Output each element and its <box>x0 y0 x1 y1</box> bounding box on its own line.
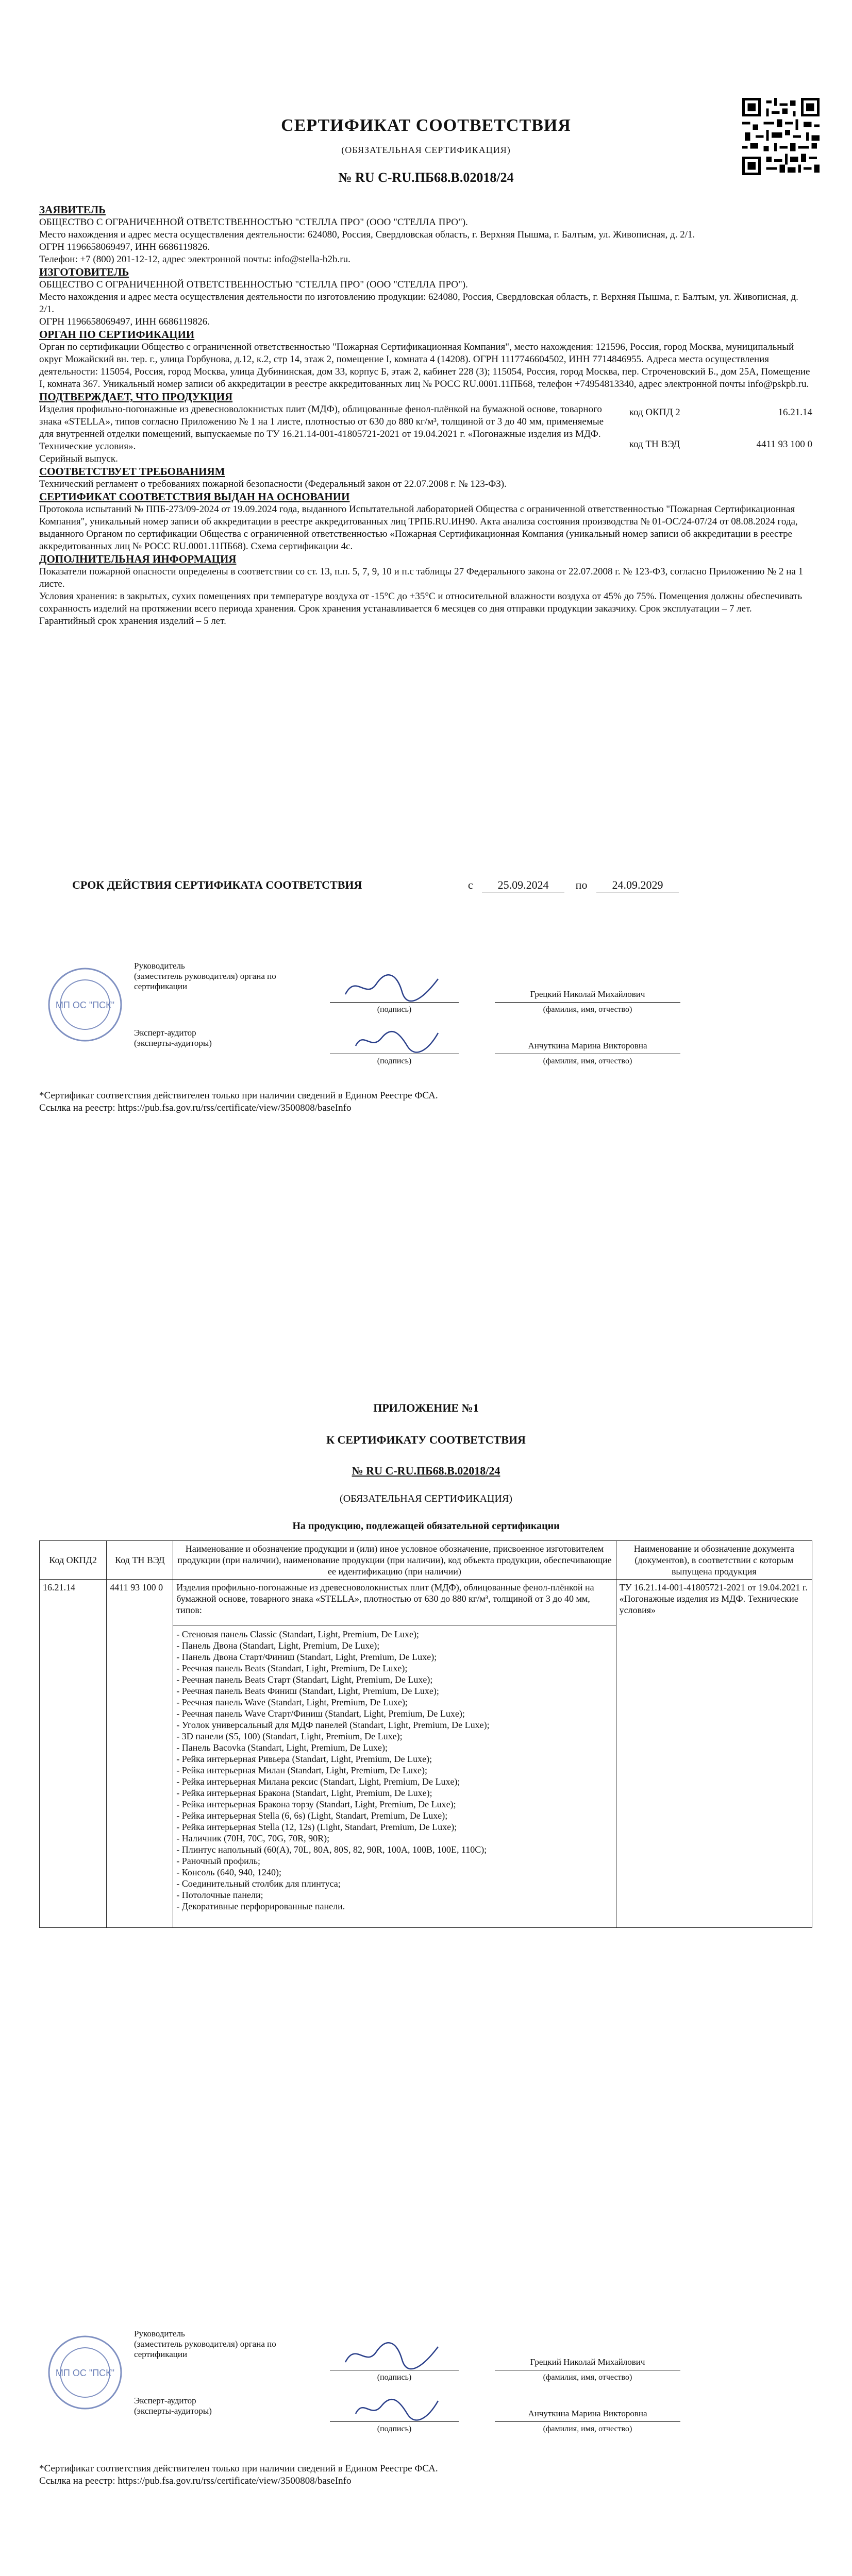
table-header-row <box>40 1541 812 1580</box>
head-label-line: Руководитель <box>134 2329 185 2338</box>
list-item: - Рейка интерьерная Stella (6, 6s) (Light, Standart, Premium, De Luxe); <box>176 1810 448 1821</box>
product-description: Изделия профильно-погонажные из древесноволокнистых плит (МДФ), облицованные фенол-плёнкой на бумажной основе, товарного знака «STELLA», плотностью от 630 до 880 кг/м³, толщиной от 3 до 40 мм, типов: <box>173 1580 615 1625</box>
stamp-text: МП ОС "ПСК" <box>55 2368 115 2378</box>
list-item: - Плинтус напольный (60(А), 70L, 80А, 80S, 82, 90R, 100А, 100В, 100Е, 110С); <box>176 1844 487 1855</box>
certificate-header <box>0 116 852 185</box>
certificate-body <box>39 204 812 628</box>
list-item: - Уголок универсальный для МДФ панелей (Standart, Light, Premium, De Luxe); <box>176 1720 490 1730</box>
table-cell-tnved: 4411 93 100 0 <box>107 1580 173 1928</box>
applicant-heading: ЗАЯВИТЕЛЬ <box>39 204 106 216</box>
cert-body-line: Орган по сертификации Общество с ограниченной ответственностью "Пожарная Сертификационная Компания", место нахождения: 121596, Россия, город Москва, муниципальный округ Можайский вн. тер. г., улица Горбунова, д.12, к.2, стр 14, этаж 2, помещение I, комната 4 (14208). ОГРН 1117746604502, ИНН 7714846955. Адреса места осуществления деятельности: 115054, Россия, город Москва, улица Дубининская, дом 33, корпус Б, этаж 2, кабинет 228 (3); 115054, Россия, город Москва, пер. Строченовский Б., дом 25А, Помещение I, комната 367. Уникальный номер записи об аккредитации в реестре аккредитованных лиц № РОСС RU.0001.11ПБ68, телефон +74954813340, адрес электронной почты info@pskpb.ru. <box>39 342 810 389</box>
list-item: - Реечная панель Beats Финиш (Standart, Light, Premium, De Luxe); <box>176 1686 439 1696</box>
list-item: - Рейка интерьерная Милан (Standart, Light, Premium, De Luxe); <box>176 1765 428 1775</box>
additional-line: Условия хранения: в закрытых, сухих помещениях при температуре воздуха от -15°С до +35°С и относительной влажности воздуха от 45% до 75%. Помещения должны обеспечивать сохранность изделий на протяжении всего периода хранения. Срок хранения устанавливается 6 месяцев со дня отправки продукции заказчику. Срок эксплуатации – 7 лет. <box>39 591 802 614</box>
tnved-value: 4411 93 100 0 <box>756 439 812 450</box>
stamp-seal-icon <box>46 2334 124 2411</box>
sign-caption: (подпись) <box>377 2425 412 2433</box>
product-line: Изделия профильно-погонажные из древесноволокнистых плит (МДФ), облицованные фенол-плёнкой на бумажной основе, товарного знака «STELLA», типов согласно Приложению № 1 на 1 листе, плотностью от 630 до 880 кг/м³, толщиной от 3 до 40 мм, применяемые для внутренней отделки помещений, выпускаемые по ТУ 16.21.14-001-41805721-2021 от 19.04.2021 г. «Погонажные изделия из МДФ. Технические условия». <box>39 404 604 452</box>
basis-section <box>39 490 812 553</box>
certificate-kind: (ОБЯЗАТЕЛЬНАЯ СЕРТИФИКАЦИЯ) <box>341 145 511 155</box>
additional-line: Гарантийный срок хранения изделий – 5 лет. <box>39 616 226 626</box>
manufacturer-heading: ИЗГОТОВИТЕЛЬ <box>39 266 129 278</box>
sign-caption: (подпись) <box>377 1005 412 1014</box>
name-caption: (фамилия, имя, отчество) <box>543 1057 632 1065</box>
expert-signature-icon <box>350 2393 443 2424</box>
table-row <box>40 1580 812 1928</box>
additional-section <box>39 553 812 628</box>
head-signature-icon <box>340 969 443 1005</box>
table-cell-doc: ТУ 16.21.14-001-41805721-2021 от 19.04.2021 г. «Погонажные изделия из МДФ. Технические условия» <box>616 1580 812 1928</box>
manufacturer-line: ОГРН 1196658069497, ИНН 6686119826. <box>39 316 210 327</box>
list-item: - Консоль (640, 940, 1240); <box>176 1867 281 1877</box>
head-label <box>134 2329 278 2360</box>
footnote <box>39 2463 438 2487</box>
head-label-line: Руководитель <box>134 961 185 971</box>
applicant-line: Телефон: +7 (800) 201-12-12, адрес электронной почты: info@stella-b2b.ru. <box>39 254 350 265</box>
head-name-line <box>495 1002 680 1003</box>
list-item: - Рейка интерьерная Stella (12, 12s) (Light, Standart, Premium, De Luxe); <box>176 1822 457 1832</box>
stamp-text: МП ОС "ПСК" <box>55 1000 115 1010</box>
appendix1-subtitle: К СЕРТИФИКАТУ СООТВЕТСТВИЯ <box>326 1433 526 1446</box>
tnved-label: код ТН ВЭД <box>629 439 680 450</box>
name-caption: (фамилия, имя, отчество) <box>543 2373 632 2382</box>
applicant-section <box>39 204 812 266</box>
name-caption: (фамилия, имя, отчество) <box>543 1005 632 1014</box>
appendix1-kind: (ОБЯЗАТЕЛЬНАЯ СЕРТИФИКАЦИЯ) <box>340 1493 512 1504</box>
list-item: - Рейка интерьерная Бракона (Standart, Light, Premium, De Luxe); <box>176 1788 432 1798</box>
expert-label-line: Эксперт-аудитор <box>134 2396 196 2405</box>
list-item: - Соединительный столбик для плинтуса; <box>176 1878 341 1889</box>
table-header-cell: Код ОКПД2 <box>40 1541 107 1580</box>
list-item: - Декоративные перфорированные панели. <box>176 1901 345 1911</box>
list-item: - Рейка интерьерная Милана рексис (Standart, Light, Premium, De Luxe); <box>176 1776 460 1787</box>
list-item: - Панель Bacovka (Standart, Light, Premium, De Luxe); <box>176 1742 388 1753</box>
basis-line: Протокола испытаний № ППБ-273/09-2024 от 19.09.2024 года, выданного Испытательной лабораторией Общества с ограниченной ответственностью "Пожарная Сертификационная Компания", уникальный номер записи об аккредитации в реестре аккредитованных лиц ТРПБ.RU.ИН90. Акта анализа состояния производства № 01-ОС/24-07/24 от 08.08.2024 года, выданного Органом по сертификации Общества с ограниченной ответственностью «Пожарная Сертификационная Компания (уникальный номер записи об аккредитации в реестре аккредитованных лиц № РОСС RU.0001.11ПБ68). Схема сертификации 4с. <box>39 504 798 552</box>
additional-line: Показатели пожарной опасности определены в соответствии со ст. 13, п.п. 5, 7, 9, 10 и п.с таблицы 27 Федерального закона от 22.07.2008 г. № 123-ФЗ, согласно Приложению № 2 на 1 листе. <box>39 566 804 589</box>
applicant-line: ОГРН 1196658069497, ИНН 6686119826. <box>39 242 210 252</box>
manufacturer-section <box>39 266 812 328</box>
name-caption: (фамилия, имя, отчество) <box>543 2425 632 2433</box>
appendix1-number: № RU C-RU.ПБ68.В.02018/24 <box>352 1464 500 1477</box>
product-section <box>39 391 812 465</box>
expert-label-line: Эксперт-аудитор <box>134 1028 196 1038</box>
expert-name-line <box>495 2421 680 2422</box>
cert-body-heading: ОРГАН ПО СЕРТИФИКАЦИИ <box>39 328 195 341</box>
requirements-line: Технический регламент о требованиях пожарной безопасности (Федеральный закон от 22.07.2008 г. № 123-ФЗ). <box>39 479 507 489</box>
list-item: - Панель Двона (Standart, Light, Premium, De Luxe); <box>176 1640 380 1651</box>
validity-from-prefix: с <box>467 878 473 891</box>
head-label-line: (заместитель руководителя) органа по сертификации <box>134 971 276 991</box>
appendix1-title: ПРИЛОЖЕНИЕ №1 <box>373 1401 479 1414</box>
expert-name: Анчуткина Марина Викторовна <box>528 1041 647 1050</box>
validity-row <box>72 878 679 892</box>
validity-from: 25.09.2024 <box>482 878 564 892</box>
okpd-value: 16.21.14 <box>778 407 812 418</box>
additional-heading: ДОПОЛНИТЕЛЬНАЯ ИНФОРМАЦИЯ <box>39 553 237 565</box>
requirements-heading: СООТВЕТСТВУЕТ ТРЕБОВАНИЯМ <box>39 465 225 478</box>
table-header-cell: Код ТН ВЭД <box>107 1541 173 1580</box>
applicant-line: ОБЩЕСТВО С ОГРАНИЧЕННОЙ ОТВЕТСТВЕННОСТЬЮ "СТЕЛЛА ПРО" (ООО "СТЕЛЛА ПРО"). <box>39 217 468 228</box>
table-cell-desc <box>173 1580 616 1928</box>
okpd-label: код ОКПД 2 <box>629 407 680 418</box>
list-item: - Реечная панель Wave (Standart, Light, Premium, De Luxe); <box>176 1697 408 1707</box>
product-codes <box>619 403 812 465</box>
list-item: - Рейка интерьерная Бракона торзу (Standart, Light, Premium, De Luxe); <box>176 1799 456 1809</box>
basis-heading: СЕРТИФИКАТ СООТВЕТСТВИЯ ВЫДАН НА ОСНОВАНИИ <box>39 490 350 503</box>
expert-label-line: (эксперты-аудиторы) <box>134 1038 212 1048</box>
stamp-seal-icon <box>46 966 124 1043</box>
manufacturer-line: ОБЩЕСТВО С ОГРАНИЧЕННОЙ ОТВЕТСТВЕННОСТЬЮ "СТЕЛЛА ПРО" (ООО "СТЕЛЛА ПРО"). <box>39 279 468 290</box>
footnote-link[interactable]: Ссылка на реестр: https://pub.fsa.gov.ru/rss/certificate/view/3500808/baseInfo <box>39 1103 352 1113</box>
expert-label <box>134 1028 278 1048</box>
list-item: - Панель Двона Старт/Финиш (Standart, Light, Premium, De Luxe); <box>176 1652 437 1662</box>
expert-name: Анчуткина Марина Викторовна <box>528 2409 647 2418</box>
list-item: - Потолочные панели; <box>176 1890 263 1900</box>
certificate-number: № RU C-RU.ПБ68.В.02018/24 <box>338 170 514 185</box>
certificate-title: СЕРТИФИКАТ СООТВЕТСТВИЯ <box>281 116 571 135</box>
list-item: - Стеновая панель Classic (Standart, Light, Premium, De Luxe); <box>176 1629 419 1639</box>
head-name: Грецкий Николай Михайлович <box>530 989 645 999</box>
product-heading: ПОДТВЕРЖДАЕТ, ЧТО ПРОДУКЦИЯ <box>39 391 233 403</box>
manufacturer-line: Место нахождения и адрес места осуществления деятельности по изготовлению продукции: 624080, Россия, Свердловская область, г. Верхняя Пышма, г. Балтым, ул. Живописная, д. 2/1. <box>39 292 798 315</box>
footnote-line: *Сертификат соответствия действителен только при наличии сведений в Едином Реестре ФСА. <box>39 1090 438 1101</box>
head-label-line: (заместитель руководителя) органа по сертификации <box>134 2339 276 2359</box>
product-line: Серийный выпуск. <box>39 453 118 464</box>
requirements-section <box>39 465 812 490</box>
product-type-list <box>173 1625 615 1927</box>
list-item: - Реечная панель Beats (Standart, Light, Premium, De Luxe); <box>176 1663 408 1673</box>
head-signature-icon <box>340 2336 443 2372</box>
head-label <box>134 961 278 992</box>
list-item: - Реечная панель Beats Старт (Standart, Light, Premium, De Luxe); <box>176 1674 433 1685</box>
appendix1-table-caption: На продукцию, подлежащей обязательной сертификации <box>292 1520 560 1532</box>
table-cell-okpd: 16.21.14 <box>40 1580 107 1928</box>
appendix1-header <box>0 1401 852 1532</box>
list-item: - Рейка интерьерная Ривьера (Standart, Light, Premium, De Luxe); <box>176 1754 432 1764</box>
list-item: - Раночный профиль; <box>176 1856 260 1866</box>
table-header-cell: Наименование и обозначение продукции и (или) иное условное обозначение, присвоенное изготовителем продукции (при наличии), наименование продукции (при наличии), код объекта продукции, обеспечивающие ее идентификацию (при наличии) <box>173 1541 616 1580</box>
applicant-line: Место нахождения и адрес места осуществления деятельности: 624080, Россия, Свердловская область, г. Верхняя Пышма, г. Балтым, ул. Живописная, д. 2/1. <box>39 229 695 240</box>
sign-caption: (подпись) <box>377 2373 412 2382</box>
validity-label: СРОК ДЕЙСТВИЯ СЕРТИФИКАТА СООТВЕТСТВИЯ <box>72 878 362 891</box>
validity-to-prefix: по <box>575 878 588 891</box>
footnote-link[interactable]: Ссылка на реестр: https://pub.fsa.gov.ru/rss/certificate/view/3500808/baseInfo <box>39 2476 352 2486</box>
footnote-line: *Сертификат соответствия действителен только при наличии сведений в Едином Реестре ФСА. <box>39 2463 438 2474</box>
validity-to: 24.09.2029 <box>596 878 679 892</box>
expert-label-line: (эксперты-аудиторы) <box>134 2406 212 2416</box>
list-item: - 3D панели (S5, 100) (Standart, Light, Premium, De Luxe); <box>176 1731 403 1741</box>
appendix1-table <box>39 1540 812 1928</box>
cert-body-section <box>39 328 812 391</box>
qr-code-icon <box>742 98 820 175</box>
footnote <box>39 1090 438 1114</box>
table-header-cell: Наименование и обозначение документа (документов), в соответствии с которым выпущена продукция <box>616 1541 812 1580</box>
expert-signature-icon <box>350 1025 443 1056</box>
expert-label <box>134 2396 278 2416</box>
list-item: - Реечная панель Wave Старт/Финиш (Standart, Light, Premium, De Luxe); <box>176 1708 465 1719</box>
head-name: Грецкий Николай Михайлович <box>530 2357 645 2367</box>
sign-caption: (подпись) <box>377 1057 412 1065</box>
list-item: - Наличник (70Н, 70С, 70G, 70R, 90R); <box>176 1833 330 1843</box>
